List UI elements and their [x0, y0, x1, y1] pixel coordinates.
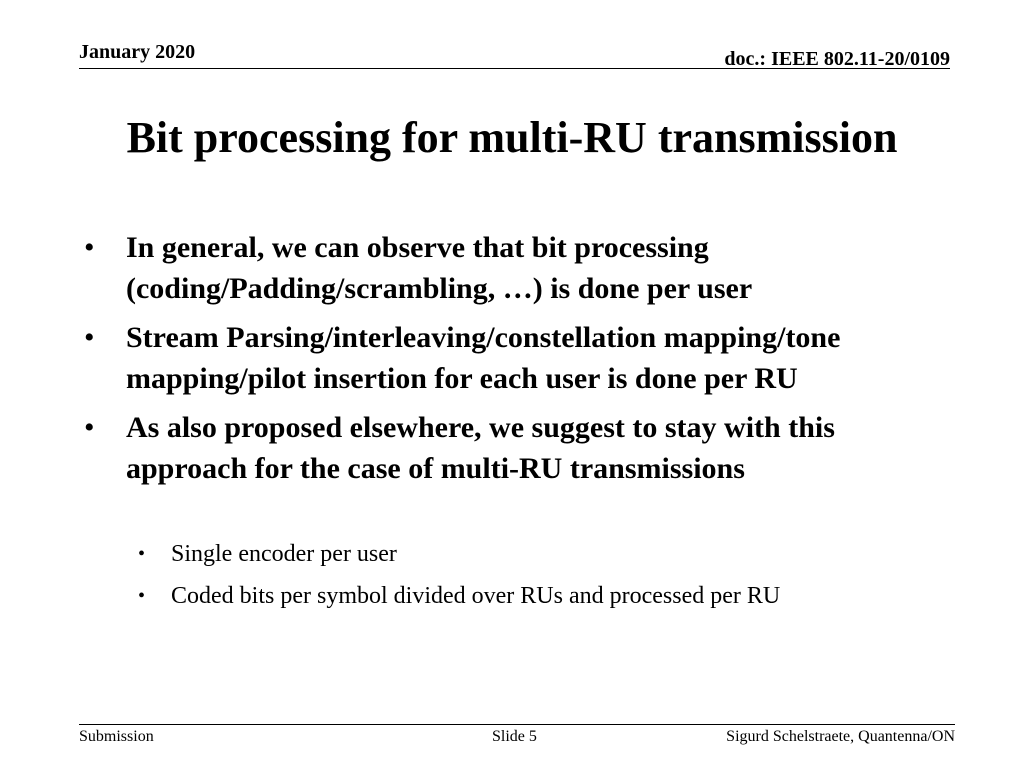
bullet-text: As also proposed elsewhere, we suggest to stay with this approach for the case of multi-RU transmissions	[126, 411, 835, 485]
sub-bullet-dot-icon: •	[138, 585, 146, 607]
bullet-item	[84, 408, 954, 489]
bullet-dot-icon: •	[84, 321, 95, 354]
bullet-text: Stream Parsing/interleaving/constellation mapping/tone mapping/pilot insertion for each user is done per RU	[126, 321, 841, 395]
bullet-text: In general, we can observe that bit processing (coding/Padding/scrambling, …) is done per user	[126, 231, 753, 305]
sub-bullet-list	[84, 538, 954, 622]
header-date: January 2020	[79, 41, 196, 63]
sub-bullet-dot-icon: •	[138, 543, 146, 565]
footer-slide-number: Slide 5	[492, 728, 537, 745]
footer-author: Sigurd Schelstraete, Quantenna/ON	[726, 728, 955, 745]
bullet-dot-icon: •	[84, 231, 95, 264]
sub-bullet-item	[84, 538, 954, 570]
sub-bullet-text: Single encoder per user	[171, 541, 397, 567]
bullet-dot-icon: •	[84, 411, 95, 444]
slide-title: Bit processing for multi-RU transmission	[126, 113, 898, 162]
header-divider	[79, 68, 950, 69]
footer-submission: Submission	[79, 728, 154, 745]
bullet-list	[84, 228, 954, 498]
bullet-item	[84, 228, 954, 309]
header-doc-number: doc.: IEEE 802.11-20/0109	[724, 48, 950, 70]
bullet-item	[84, 318, 954, 399]
sub-bullet-text: Coded bits per symbol divided over RUs and processed per RU	[171, 583, 781, 609]
footer-divider	[79, 724, 955, 725]
sub-bullet-item	[84, 580, 954, 612]
